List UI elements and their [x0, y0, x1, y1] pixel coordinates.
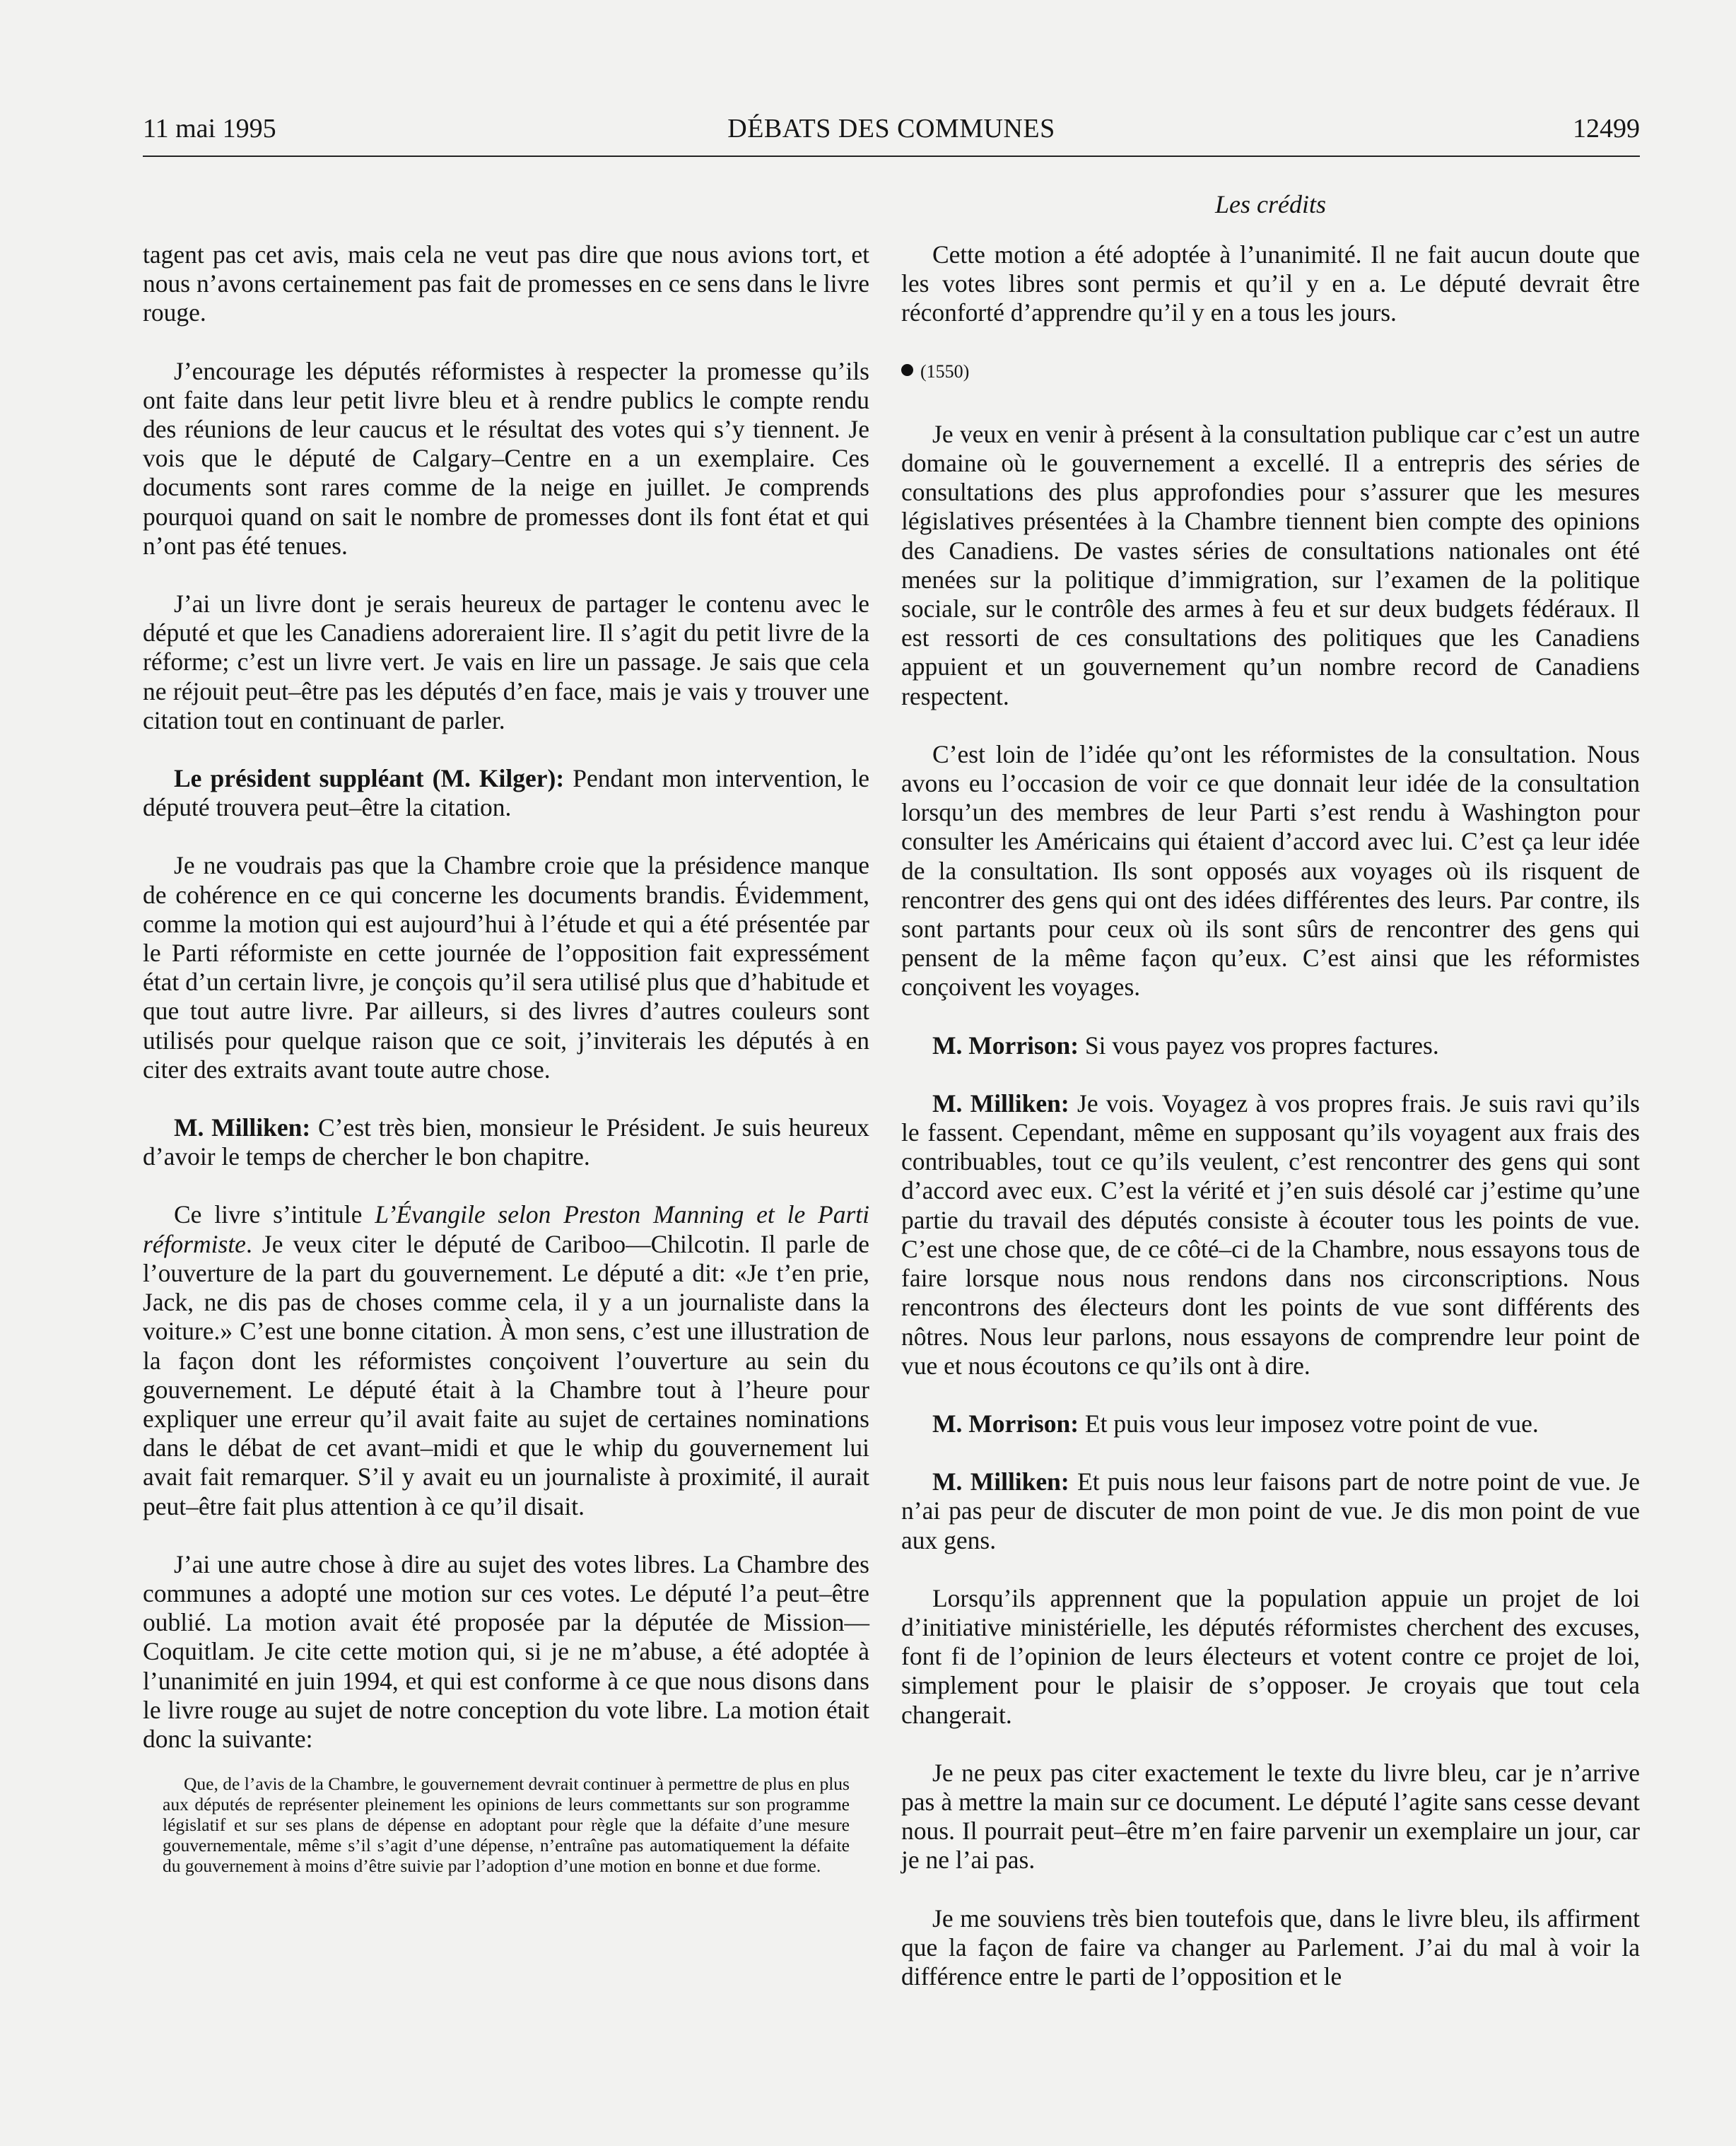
left-column: [143, 240, 869, 1876]
header-rule: [143, 156, 1640, 157]
speech-paragraph: [901, 1467, 1640, 1555]
speech-text: Je vois. Voyagez à vos propres frais. Je suis ravi qu’ils le fassent. Cependant, même en supposant qu’ils voyagent aux frais des contribuables, tout ce qu’ils veulent, c’est rencontrer des gens qui sont d’accord avec eux. C’est la vérité et j’en suis désolé car j’estime qu’une partie du travail des députés consiste à écouter tous les points de vue. C’est une chose que, de ce côté–ci de la Chambre, nous essayons tous de faire lorsque nous nous rendons dans nos circonscriptions. Nous rencontrons des électeurs dont les points de vue sont différents des nôtres. Nous leur parlons, nous essayons de comprendre leur point de vue et nous écoutons ce qu’ils ont à dire.: [901, 1089, 1641, 1380]
paragraph: J’encourage les députés réformistes à respecter la promesse qu’ils ont faite dans leur petit livre bleu et à rendre publics le compte rendu des réunions de leur caucus et le résultat des votes qui s’y tiennent. Je vois que le député de Calgary–Centre en a un exemplaire. Ces documents sont rares comme de la neige en juillet. Je comprends pourquoi quand on sait le nombre de promesses dont ils font état et qui n’ont pas été tenues.: [143, 356, 869, 560]
section-title: Les crédits: [1215, 190, 1326, 218]
paragraph: Je veux en venir à présent à la consultation publique car c’est un autre domaine où le gouvernement a excellé. Il a entrepris des séries de consultations des plus approfondies pour s’assurer que les mesures législatives présentées à la Chambre tiennent bien compte des opinions des Canadiens. De vastes séries de consultations nationales ont été menées sur la politique d’immigration, sur l’examen de la politique sociale, sur le contrôle des armes à feu et sur deux budgets fédéraux. Il est ressorti de ces consultations des politiques que les Canadiens appuient et un gouvernement qu’un nombre record de Canadiens respectent.: [901, 419, 1640, 710]
paragraph: Je me souviens très bien toutefois que, dans le livre bleu, ils affirment que la façon de faire va changer au Parlement. J’ai du mal à voir la différence entre le parti de l’opposition et le: [901, 1904, 1640, 1990]
right-column: [901, 240, 1640, 2020]
speech-text: Et puis vous leur imposez votre point de vue.: [1084, 1409, 1539, 1438]
speech-paragraph: [143, 764, 869, 822]
speech-paragraph: [901, 1089, 1640, 1380]
header-page-number: 12499: [1573, 114, 1640, 143]
paragraph: J’ai un livre dont je serais heureux de partager le contenu avec le député et que les Canadiens adoreraient lire. Il s’agit du petit livre de la réforme; c’est un livre vert. Je vais en lire un passage. Je sais que cela ne réjouit peut–être pas les députés d’en face, mais je vais y trouver une citation tout en continuant de parler.: [143, 590, 869, 734]
motion-quote: Que, de l’avis de la Chambre, le gouvernement devrait continuer à permettre de plus en plus aux députés de représenter pleinement les opinions de leurs commettants sur son programme législatif et sur ses plans de dépense en adoptant pour règle que la défaite d’une mesure gouvernementale, même s’il s’agit d’une dépense, n’entraîne pas automatiquement la défaite du gouvernement à moins d’être suivie par l’adoption d’une motion en bonne et due forme.: [163, 1773, 850, 1877]
speech-text: C’est très bien, monsieur le Président. Je suis heureux d’avoir le temps de chercher le bon chapitre.: [143, 1113, 870, 1171]
paragraph: J’ai une autre chose à dire au sujet des votes libres. La Chambre des communes a adopté une motion sur ces votes. Le député l’a peut–être oublié. La motion avait été proposée par la députée de Mission—Coquitlam. Je cite cette motion qui, si je ne m’abuse, a été adoptée à l’unanimité en juin 1994, et qui est conforme à ce que nous disons dans le livre rouge au sujet de notre conception du vote libre. La motion était donc la suivante:: [143, 1549, 869, 1753]
paragraph: [143, 1200, 869, 1520]
text-span: . Je veux citer le député de Cariboo—Chilcotin. Il parle de l’ouverture de la part du gouvernement. Le député a dit: «Je t’en prie, Jack, ne dis pas de choses comme cela, il y a un journaliste dans la voiture.» C’est une bonne citation. À mon sens, c’est une illustration de la façon dont les réformistes conçoivent l’ouverture au sein du gouvernement. Le député était à la Chambre tout à l’heure pour expliquer une erreur qu’il avait faite au sujet de certaines nominations dans le débat de cet avant–midi et que le whip du gouvernement lui avait fait remarquer. S’il y avait eu un journaliste à proximité, il aurait peut–être fait plus attention à ce qu’il disait.: [143, 1229, 869, 1520]
speaker-name: M. Milliken:: [932, 1467, 1069, 1496]
speech-paragraph: [901, 1409, 1640, 1438]
bullet-icon: [901, 364, 913, 376]
page-header: [143, 113, 1640, 160]
header-date: 11 mai 1995: [143, 114, 276, 143]
paragraph: Je ne peux pas citer exactement le texte du livre bleu, car je n’arrive pas à mettre la main sur ce document. Le député l’agite sans cesse devant nous. Il pourrait peut–être m’en faire parvenir un exemplaire un jour, car je ne l’ai pas.: [901, 1758, 1640, 1875]
speaker-name: Le président suppléant (M. Kilger):: [174, 764, 565, 793]
text-span: Ce livre s’intitule: [174, 1200, 363, 1229]
speaker-name: M. Morrison:: [932, 1409, 1079, 1438]
paragraph: Lorsqu’ils apprennent que la population appuie un projet de loi d’initiative ministérielle, les députés réformistes cherchent des excuses, font fi de l’opinion de leurs électeurs et votent contre ce projet de loi, simplement pour le plaisir de s’opposer. Je croyais que tout cela changerait.: [901, 1583, 1640, 1729]
speech-paragraph: [143, 1113, 869, 1171]
speech-paragraph: [901, 1031, 1640, 1060]
speech-text: Pendant mon intervention, le député trouvera peut–être la citation.: [143, 764, 869, 822]
timestamp: [901, 357, 1640, 386]
speaker-name: M. Morrison:: [932, 1031, 1079, 1060]
paragraph: Cette motion a été adoptée à l’unanimité. Il ne fait aucun doute que les votes libres sont permis et qu’il y en a. Le député devrait être réconforté d’apprendre qu’il y en a tous les jours.: [901, 240, 1640, 327]
speech-text: Et puis nous leur faisons part de notre point de vue. Je n’ai pas peur de discuter de mon point de vue. Je dis mon point de vue aux gens.: [901, 1467, 1640, 1554]
speaker-name: M. Milliken:: [932, 1089, 1069, 1118]
speaker-name: M. Milliken:: [174, 1113, 311, 1142]
paragraph: Je ne voudrais pas que la Chambre croie que la présidence manque de cohérence en ce qui concerne les documents brandis. Évidemment, comme la motion qui est aujourd’hui à l’étude et qui a été présentée par le Parti réformiste en cette journée de l’opposition fait expressément état d’un certain livre, je conçois qu’il sera utilisé plus que d’habitude et que tout autre livre. Par ailleurs, si des livres d’autres couleurs sont utilisés pour quelque raison que ce soit, j’inviterais les députés à en citer des extraits avant toute autre chose.: [143, 851, 869, 1084]
book-title: L’Évangile selon Preston Manning et le Parti réformiste: [143, 1200, 870, 1258]
speech-text: Si vous payez vos propres factures.: [1084, 1031, 1439, 1060]
paragraph: tagent pas cet avis, mais cela ne veut pas dire que nous avions tort, et nous n’avons certainement pas fait de promesses en ce sens dans le livre rouge.: [143, 240, 869, 327]
timestamp-text: (1550): [920, 360, 970, 382]
header-title: DÉBATS DES COMMUNES: [727, 114, 1055, 143]
paragraph: C’est loin de l’idée qu’ont les réformistes de la consultation. Nous avons eu l’occasion de voir ce que donnait leur idée de la consultation lorsqu’un des membres de leur Parti s’est rendu à Washington pour consulter les Américains qui étaient d’accord avec lui. C’est ça leur idée de la consultation. Ils sont opposés aux voyages où ils risquent de rencontrer des gens qui ont des idées différentes des leurs. Par contre, ils sont partants pour ceux où ils sont sûrs de rencontrer des gens qui pensent de la même façon qu’eux. C’est ainsi que les réformistes conçoivent les voyages.: [901, 739, 1640, 1002]
